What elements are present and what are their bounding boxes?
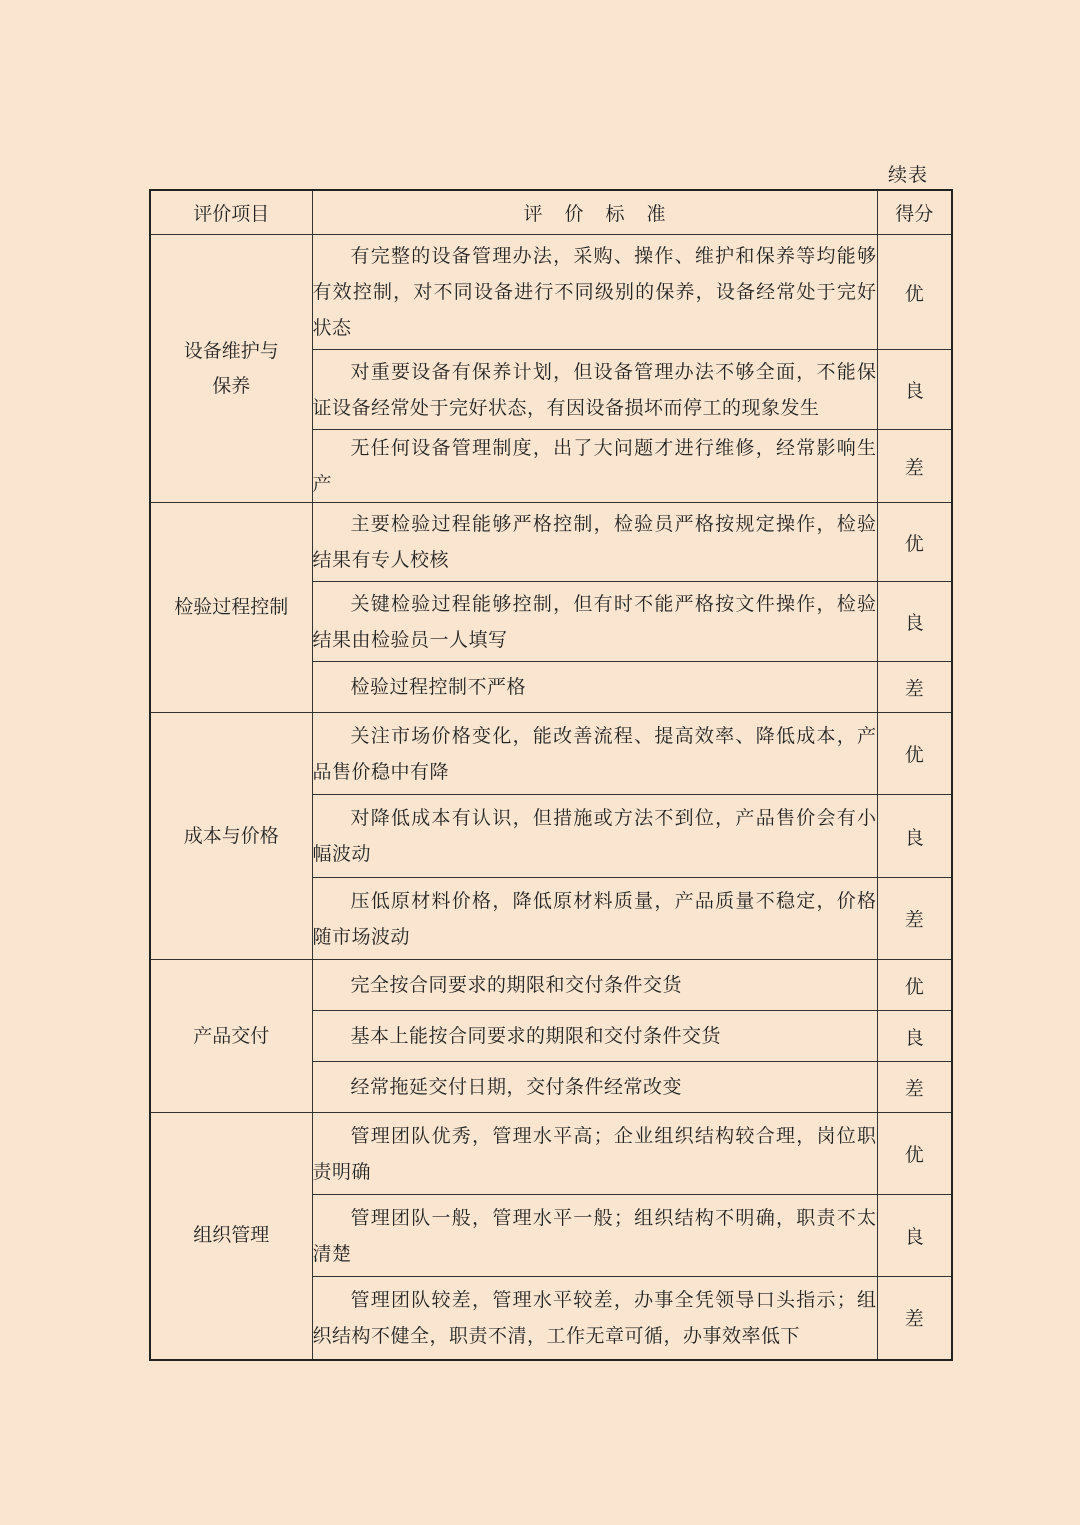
criterion-cell: 有完整的设备管理办法，采购、操作、维护和保养等均能够有效控制，对不同设备进行不同级别的保养，设备经常处于完好状态 bbox=[312, 235, 877, 350]
table-row bbox=[150, 503, 952, 582]
evaluation-table bbox=[149, 189, 953, 1361]
criterion-cell: 无任何设备管理制度，出了大问题才进行维修，经常影响生产 bbox=[312, 430, 877, 503]
criterion-cell: 经常拖延交付日期，交付条件经常改变 bbox=[312, 1062, 877, 1113]
criterion-cell: 完全按合同要求的期限和交付条件交货 bbox=[312, 960, 877, 1011]
continued-label: 续表 bbox=[888, 164, 929, 186]
score-cell: 差 bbox=[877, 662, 952, 713]
table-row bbox=[150, 235, 952, 350]
score-cell: 差 bbox=[877, 1277, 952, 1360]
table-row bbox=[150, 713, 952, 795]
score-cell: 优 bbox=[877, 235, 952, 350]
score-cell: 良 bbox=[877, 1195, 952, 1277]
criterion-cell: 管理团队较差，管理水平较差，办事全凭领导口头指示；组织结构不健全，职责不清，工作无章可循，办事效率低下 bbox=[312, 1277, 877, 1360]
criterion-cell: 管理团队优秀，管理水平高；企业组织结构较合理，岗位职责明确 bbox=[312, 1113, 877, 1195]
score-cell: 差 bbox=[877, 878, 952, 960]
criterion-cell: 关注市场价格变化，能改善流程、提高效率、降低成本，产品售价稳中有降 bbox=[312, 713, 877, 795]
criterion-cell: 基本上能按合同要求的期限和交付条件交货 bbox=[312, 1011, 877, 1062]
criterion-cell: 检验过程控制不严格 bbox=[312, 662, 877, 713]
score-cell: 优 bbox=[877, 503, 952, 582]
criterion-cell: 主要检验过程能够严格控制，检验员严格按规定操作，检验结果有专人校核 bbox=[312, 503, 877, 582]
item-cell: 组织管理 bbox=[150, 1113, 312, 1360]
table-row bbox=[150, 1113, 952, 1195]
criterion-cell: 对重要设备有保养计划，但设备管理办法不够全面，不能保证设备经常处于完好状态，有因设备损坏而停工的现象发生 bbox=[312, 350, 877, 430]
header-item: 评价项目 bbox=[150, 190, 312, 235]
score-cell: 良 bbox=[877, 795, 952, 878]
item-cell: 产品交付 bbox=[150, 960, 312, 1113]
score-cell: 优 bbox=[877, 960, 952, 1011]
score-cell: 优 bbox=[877, 1113, 952, 1195]
score-cell: 良 bbox=[877, 582, 952, 662]
criterion-cell: 管理团队一般，管理水平一般；组织结构不明确，职责不太清楚 bbox=[312, 1195, 877, 1277]
item-cell: 设备维护与保养 bbox=[150, 235, 312, 503]
table-row bbox=[150, 960, 952, 1011]
criterion-cell: 对降低成本有认识，但措施或方法不到位，产品售价会有小幅波动 bbox=[312, 795, 877, 878]
score-cell: 优 bbox=[877, 713, 952, 795]
header-standard: 评价标准 bbox=[312, 190, 877, 235]
score-cell: 良 bbox=[877, 1011, 952, 1062]
score-cell: 差 bbox=[877, 430, 952, 503]
score-cell: 差 bbox=[877, 1062, 952, 1113]
header-score: 得分 bbox=[877, 190, 952, 235]
header-row bbox=[150, 190, 952, 235]
item-cell: 成本与价格 bbox=[150, 713, 312, 960]
criterion-cell: 关键检验过程能够控制，但有时不能严格按文件操作，检验结果由检验员一人填写 bbox=[312, 582, 877, 662]
score-cell: 良 bbox=[877, 350, 952, 430]
item-cell: 检验过程控制 bbox=[150, 503, 312, 713]
criterion-cell: 压低原材料价格，降低原材料质量，产品质量不稳定，价格随市场波动 bbox=[312, 878, 877, 960]
